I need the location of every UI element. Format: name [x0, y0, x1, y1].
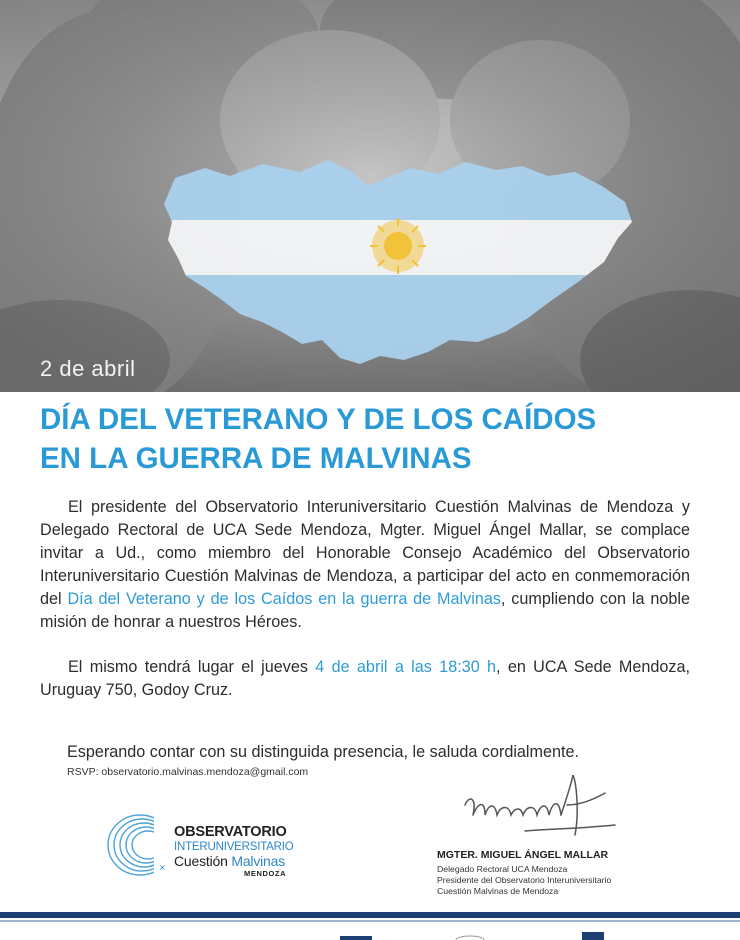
hero-banner: [0, 0, 740, 392]
observatorio-logo: [104, 813, 304, 883]
rsvp-email[interactable]: RSVP: observatorio.malvinas.mendoza@gmail.com: [67, 766, 309, 778]
invitation-body: [40, 496, 690, 702]
footer-bar: [0, 912, 740, 918]
signatory-role-3: Cuestión Malvinas de Mendoza: [437, 886, 559, 896]
signatory-name: MGTER. MIGUEL ÁNGEL MALLAR: [437, 849, 609, 861]
footer-partner-logos: [0, 930, 740, 940]
logo-line-4: MENDOZA: [244, 869, 287, 878]
page-title: [40, 400, 720, 478]
event-date-highlight: 4 de abril a las 18:30 h: [315, 658, 497, 676]
invitation-paragraph-1: El presidente del Observatorio Interuniversitario Cuestión Malvinas de Mendoza y Delegado Rectoral de UCA Sede Mendoza, Mgter. Miguel Ángel Mallar, se complace invitar a Ud., como miembro del Honorable Consejo Académico del Observatorio Interuniversitario Cuestión Malvinas de Mendoza, a participar del acto en conmemoración del Día del Veterano y de los Caídos en la guerra de Malvinas, cumpliendo con la noble misión de honrar a nuestros Héroes.: [40, 498, 690, 631]
logo-rings-icon: [104, 813, 174, 883]
invitation-paragraph-2: El mismo tendrá lugar el jueves 4 de abril a las 18:30 h, en UCA Sede Mendoza, Uruguay 750, Godoy Cruz.: [40, 658, 691, 699]
logo-line-3: Cuestión Malvinas: [174, 853, 286, 869]
event-name-highlight: Día del Veterano y de los Caídos en la guerra de Malvinas: [67, 590, 501, 608]
signatory-role-1: Delegado Rectoral UCA Mendoza: [437, 864, 568, 874]
title-line-2: EN LA GUERRA DE MALVINAS: [40, 442, 472, 475]
title-line-1: DÍA DEL VETERANO Y DE LOS CAÍDOS: [40, 403, 597, 436]
sun-of-may-icon: [370, 218, 426, 274]
logo-line-1: OBSERVATORIO: [174, 824, 287, 840]
svg-text:×: ×: [159, 863, 166, 872]
signatory-role-2: Presidente del Observatorio Interuniversitario: [437, 875, 612, 885]
handwritten-signature: [455, 775, 625, 847]
closing-line: Esperando contar con su distinguida presencia, le saluda cordialmente.: [67, 743, 580, 761]
logo-line-2: INTERUNIVERSITARIO: [174, 841, 294, 853]
hero-illustration: [0, 0, 740, 392]
hero-date: 2 de abril: [40, 356, 136, 381]
footer-divider: [0, 920, 740, 922]
